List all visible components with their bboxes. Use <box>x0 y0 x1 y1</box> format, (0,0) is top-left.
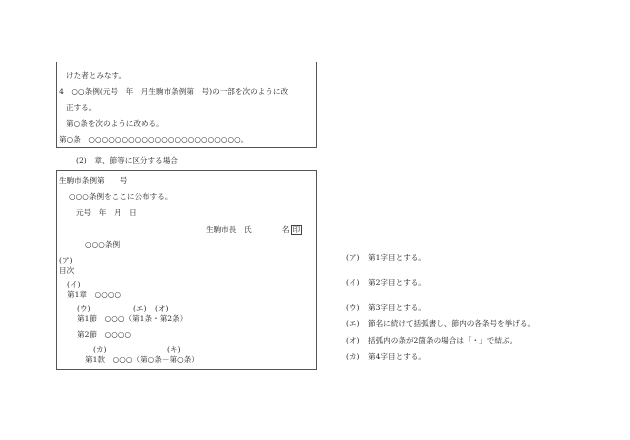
note-mark: (イ) <box>346 278 360 287</box>
mark-o: (オ) <box>155 304 169 313</box>
subsection-1: 第1款 ○○○（第○条－第○条） <box>85 355 199 364</box>
note-text: 括弧内の条が2箇条の場合は「・」で結ぶ。 <box>368 336 518 345</box>
ordinance-example-box <box>56 170 317 370</box>
section-heading: (2) 章、節等に区分する場合 <box>76 156 178 165</box>
note-text: 第4字目とする。 <box>368 352 426 361</box>
mayor-name-line: 生駒市長 氏 名 <box>206 225 290 234</box>
mark-ki: (キ) <box>167 345 181 354</box>
chapter-1: 第1章 ○○○○ <box>67 290 122 299</box>
mark-ka: (カ) <box>93 345 107 354</box>
mark-i: (イ) <box>67 280 81 289</box>
mark-u: (ウ) <box>77 304 91 313</box>
note-text: 第3字目とする。 <box>368 303 426 312</box>
amendment-line-3: 正する。 <box>66 103 97 112</box>
promulgation-date: 元号 年 月 日 <box>76 208 137 217</box>
note-mark: (ア) <box>346 253 360 262</box>
note-mark: (カ) <box>346 352 360 361</box>
promulgation-text: ○○○条例をここに公布する。 <box>69 192 173 201</box>
mark-e: (エ) <box>133 304 147 313</box>
ordinance-title: ○○○条例 <box>85 240 121 249</box>
note-text: 第1字目とする。 <box>368 253 426 262</box>
section-1: 第1節 ○○○（第1条・第2条） <box>77 314 188 323</box>
amendment-line-4: 第○条を次のように改める。 <box>66 119 164 128</box>
note-text: 第2字目とする。 <box>368 278 426 287</box>
note-mark: (オ) <box>346 336 360 345</box>
mayor-signature <box>206 225 302 235</box>
contents-heading: 目次 <box>59 266 75 275</box>
note-text: 節名に続けて括弧書し、節内の各条号を挙げる。 <box>368 319 536 328</box>
amendment-line-2: 4 ○○条例(元号 年 月生駒市条例第 号)の一部を次のように改 <box>59 87 289 96</box>
note-mark: (ウ) <box>346 303 360 312</box>
seal-mark: 印 <box>292 225 301 234</box>
mark-a: (ア) <box>59 256 73 265</box>
amendment-box <box>56 62 317 148</box>
note-mark: (エ) <box>346 319 360 328</box>
section-2: 第2節 ○○○○ <box>77 330 132 339</box>
amendment-line-1: けた者とみなす。 <box>66 71 127 80</box>
amendment-line-5: 第○条 ○○○○○○○○○○○○○○○○○○○○○○○。 <box>59 135 249 144</box>
ordinance-number: 生駒市条例第 号 <box>59 176 128 185</box>
